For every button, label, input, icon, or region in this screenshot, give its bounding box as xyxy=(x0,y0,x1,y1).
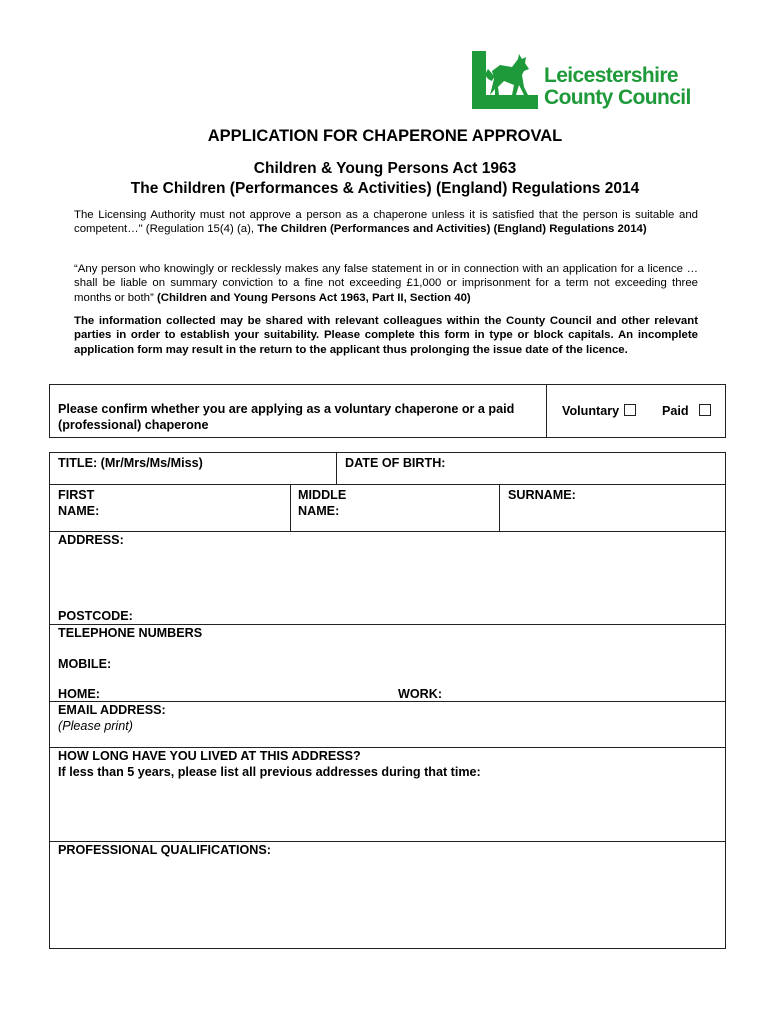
council-name-line2: County Council xyxy=(544,86,691,109)
title-dob-row xyxy=(49,452,726,485)
intro-p2-citation: (Children and Young Persons Act 1963, Part II, Section 40) xyxy=(156,291,471,304)
work-input[interactable] xyxy=(450,683,720,701)
chaperone-type-box xyxy=(49,384,726,438)
intro-data-sharing-paragraph: The information collected may be shared with relevant colleagues within the County Council and other relevant parties in order to establish your suitability. Please complete this form in type or block capitals. An incomplete application form may result in the return to the applicant thus prolonging the issue date of the licence. xyxy=(74,315,698,356)
middle-name-input[interactable] xyxy=(291,485,499,531)
chaperone-type-divider xyxy=(546,385,547,437)
dob-field-label: DATE OF BIRTH: xyxy=(345,456,446,470)
surname-label: SURNAME: xyxy=(508,488,576,502)
previous-addresses-input[interactable] xyxy=(50,782,725,840)
postcode-label: POSTCODE: xyxy=(58,609,133,623)
names-row xyxy=(49,484,726,532)
how-long-label: HOW LONG HAVE YOU LIVED AT THIS ADDRESS? xyxy=(58,749,361,763)
council-name xyxy=(544,65,691,109)
page-subtitle xyxy=(0,159,770,199)
qualifications-input[interactable] xyxy=(50,860,725,948)
page-title: APPLICATION FOR CHAPERONE APPROVAL xyxy=(207,127,563,145)
voluntary-label: Voluntary xyxy=(562,404,620,418)
intro-p2-text: “Any person who knowingly or recklessly makes any false statement in or in connection with an application for a licence … shall be liable on summary conviction to a fine not exceeding £1,000 or imprisonment for a term not exceeding three months or both” xyxy=(74,263,698,304)
voluntary-option[interactable] xyxy=(562,403,636,419)
council-logo xyxy=(472,51,700,113)
mobile-label: MOBILE: xyxy=(58,657,112,671)
email-input[interactable] xyxy=(190,704,720,744)
first-name-input[interactable] xyxy=(50,485,290,531)
surname-input[interactable] xyxy=(500,485,725,531)
address-label: ADDRESS: xyxy=(58,533,124,547)
mobile-input[interactable] xyxy=(110,653,710,673)
middle-name-label: MIDDLE NAME: xyxy=(298,488,347,518)
work-label: WORK: xyxy=(398,687,443,701)
fox-logo-icon xyxy=(472,51,538,109)
email-box xyxy=(49,701,726,748)
paid-option[interactable] xyxy=(662,403,711,419)
intro-p1-citation: The Children (Performances and Activities) (England) Regulations 2014) xyxy=(257,223,647,236)
email-label: EMAIL ADDRESS: xyxy=(58,703,166,717)
first-name-label: FIRST NAME: xyxy=(58,488,100,518)
previous-addresses-label: If less than 5 years, please list all previous addresses during that time: xyxy=(58,765,481,779)
qualifications-label: PROFESSIONAL QUALIFICATIONS: xyxy=(58,843,271,857)
telephone-box xyxy=(49,624,726,702)
dob-field-input[interactable] xyxy=(337,453,725,484)
residence-box xyxy=(49,747,726,842)
voluntary-checkbox[interactable] xyxy=(624,404,636,416)
address-box xyxy=(49,531,726,625)
intro-regulation-paragraph xyxy=(74,208,698,237)
intro-p1-text: The Licensing Authority must not approve a person as a chaperone unless it is satisfied that the person is suitable and competent…" (Regulation 15(4) (a), xyxy=(74,209,698,236)
telephone-label: TELEPHONE NUMBERS xyxy=(58,626,203,640)
title-field-input[interactable] xyxy=(50,453,336,484)
intro-penalty-paragraph xyxy=(74,262,698,305)
email-hint: (Please print) xyxy=(58,719,133,733)
paid-label: Paid xyxy=(662,404,689,418)
title-field-label: TITLE: (Mr/Mrs/Ms/Miss) xyxy=(58,456,203,470)
home-label: HOME: xyxy=(58,687,100,701)
address-input[interactable] xyxy=(50,548,725,608)
home-input[interactable] xyxy=(105,683,385,701)
paid-checkbox[interactable] xyxy=(699,404,711,416)
qualifications-box xyxy=(49,841,726,949)
council-name-line1: Leicestershire xyxy=(544,64,679,87)
subtitle-line1: Children & Young Persons Act 1963 xyxy=(253,160,517,177)
subtitle-line2: The Children (Performances & Activities) (England) Regulations 2014 xyxy=(130,180,640,197)
chaperone-type-question: Please confirm whether you are applying as a voluntary chaperone or a paid (professional) chaperone xyxy=(58,402,515,432)
